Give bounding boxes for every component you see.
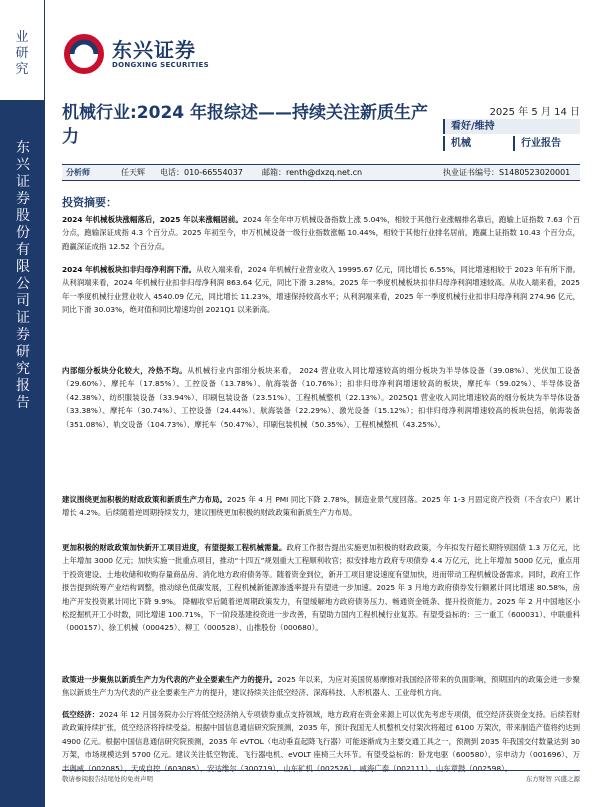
paragraph-1 [62,213,580,253]
para-head: 低空经济： [62,710,100,719]
footer-divider [62,770,580,771]
paragraph-7 [62,708,580,775]
rating-badge: 看好/维持 [443,119,580,134]
analyst-phone: 电话：010-66554037 [160,168,243,177]
para-head: 政策进一步聚焦以新质生产力为代表的产业全要素生产力的提升。 [62,675,278,684]
paragraph-2 [62,263,580,317]
para-body: 2024 年 12 月国务院办公厅将低空经济纳入专项债券重点支持领域，地方政府在资金来源上可以优先考虑专项债，低空经济获资金支持。后续若财政政策持续扩张，低空经济将持续受益。根据中国信息通信研究院预测，2035 年，预计我国无人机整机交付架次将超过 6100 万架次，带来制造产值将约达到 4900 亿元。根据中国信息通信研究院预测，2035 年 eVTOL（电动垂直起降飞行器）可能逐渐成为主要交通工具之一，预测到 2035 年我国交付数量达到 30 万架，市场规模达到 5700 亿元。建议关注低空物流、飞行器电机、eVOLT 座椅三大环节。有望受益标的：卧龙电驱（600580）、宗申动力（001696）、万丰奥威（002085）、天成自控（603085）、安达维尔（300719）、山东矿机（002526）、威海广泰（002111）、山东章鼓（002598）。 [62,710,580,773]
analyst-cert: 执业证书编号：S1480523020001 [443,168,571,177]
analyst-name: 任天辉 [121,168,145,177]
paragraph-3 [62,364,580,431]
side-band-top [0,0,45,100]
para-head: 更加积极的财政政策加快新开工项目进度，有望提振工程机械需量。 [62,543,287,552]
para-head: 2024 年机械板块涨幅落后，2025 年以来涨幅居前。 [62,215,243,224]
side-band-main [0,100,45,807]
paragraph-6 [62,673,580,700]
para-head: 2024 年机械板块扣非归母净利润下滑。 [62,265,197,274]
para-body: 从机械行业内部细分板块来看， 2024 营业收入同比增速较高的细分板块为半导体设备（39.08%）、光伏加工设备（29.60%）、摩托车（17.85%）、工控设备（13.78%）、航海装备（10.76%）；扣非归母净利润增速较高的板块，摩托车（59.02%）、半导体设备（42.38%）、纺织服装设备（33.94%）、印刷包装设备（23.51%）、工程机械整机（22.13%）。2025Q1 营业收入同比增速较高的细分板块为半导体设备（33.38%）、摩托车（30.74%）、工控设备（24.44%）、航海装备（22.29%）、激光设备（15.12%）；扣非归母净利润增速较高的板块包括，航海装备（351.08%）、轨交设备（104.73%）、摩托车（50.47%）、印刷包装机械（50.35%）、工程机械整机（43.25%）。 [62,366,580,429]
report-meta [443,103,580,151]
analyst-label: 分析师 [66,168,90,177]
report-date: 2025 年 5 月 14 日 [489,107,580,118]
side-band [0,0,45,807]
report-title: 机械行业:2024 年报综述——持续关注新质生产力 [62,103,429,147]
para-body: 2025 年 4 月 PMI 同比下降 2.78%，制造业景气度回落。2025 年 1-3 月固定资产投资（不含农户）累计增长 4.2%。后续随着逆周期持续发力，建议围绕更加积极的财政政策和新质生产力布局。 [62,495,580,518]
paragraph-4 [62,493,580,520]
footer-disclaimer: 敬请参阅报告结尾处的免责声明 [62,775,153,783]
side-band-label: 东兴证券股份有限公司证券研究报告 [16,140,30,411]
para-head: 建议围绕更加积极的财政政策和新质生产力布局。 [62,495,227,504]
logo-cn: 东兴证券 [112,38,196,62]
logo-mark-icon [64,34,104,74]
footer-slogan: 东方财智 兴盛之源 [525,775,580,783]
tag-industry: 机械 [443,136,510,151]
side-top-label: 业研究 [15,30,29,77]
para-body: 政府工作报告提出实施更加积极的财政政策，今年拟发行超长期特别国债 1.3 万亿元，比上年增加 3000 亿元；加快实施一批重点项目，推动“十四五”规划重大工程顺利收官；拟安排地方政府专项债券 4.4 万亿元，比上年增加 5000 亿元，重点用于投资建设、土地收储和收购存量商品房、消化地方政府债务等。随着资金到位，新开工项目建设速度有望加快，进而带动工程机械设备需求。同时，政府工作报告提到统筹产业结构调整，推动绿色低碳发展，工程机械新能源渗透率提升有望进一步加速。2025 年 3 月地方政府债券发行额累计同比增速 80.58%，房地产开发投资累计同比下降 9.9%。 降幅收窄后随着逆周期政策发力，有望缓解地方政府债务压力、畅通资金链条、提升投资能力。2025 年 2 月中国地区小松挖掘机开工小时数，同比增速 100.71%，下一阶段基建投资进一步改善，有望助力国内工程机械行业复苏。有望受益标的：三一重工（600031）、中联重科（000157）、徐工机械（000425）、柳工（000528）、山推股份（000680）。 [62,543,580,633]
para-head: 内部细分板块分化较大，冷热不均。 [62,366,188,375]
logo-en: DONGXING SECURITIES [112,61,209,69]
para-body: 从收入端来看，2024 年机械行业营业收入 19995.67 亿元，同比增长 6.55%，同比增速相较于 2023 年有所下滑。从利润端来看，2024 年机械行业扣非归母净利润 863.64 亿元，同比下滑 3.28%。2025 年一季度机械板块扣非归母净利润增速较高。从收入端来看，2025 年一季度机械行业营业收入 4540.09 亿元，同比增长 11.23%，增速保持较高水平；从利润端来看，2025 年一季度机械行业扣非归母净利润 274.96 亿元，同比下滑 30.03%，绝对值和同比增速均创 2021Q1 以来新高。 [62,265,580,315]
paragraph-5 [62,541,580,635]
para-body: 2025 年以来，为应对美国贸易摩擦对我国经济带来的负面影响，预期国内的政策会进一步聚焦以新质生产力为代表的产业全要素生产力的提升，建议持续关注低空经济、深海科技、人形机器人、工业母机方向。 [62,675,580,698]
company-logo [64,32,234,76]
analyst-bar [62,164,580,181]
analyst-email[interactable]: 邮箱：renth@dxzq.net.cn [262,168,363,177]
abstract-title: 投资摘要： [62,196,117,209]
report-tags [443,136,580,151]
para-body: 2024 年全年申万机械设备指数上涨 5.04%，相较于其他行业涨幅排名靠后，跑输上证指数 7.63 个百分点，跑输深证成指 4.3 个百分点。2025 年初至今，申万机械设备一级行业指数涨幅 10.44%，相较于其他行业排名居前，跑赢上证指数 10.43 个百分点，跑赢深证成指 12.52 个百分点。 [62,215,580,251]
tag-type: 行业报告 [513,136,580,151]
